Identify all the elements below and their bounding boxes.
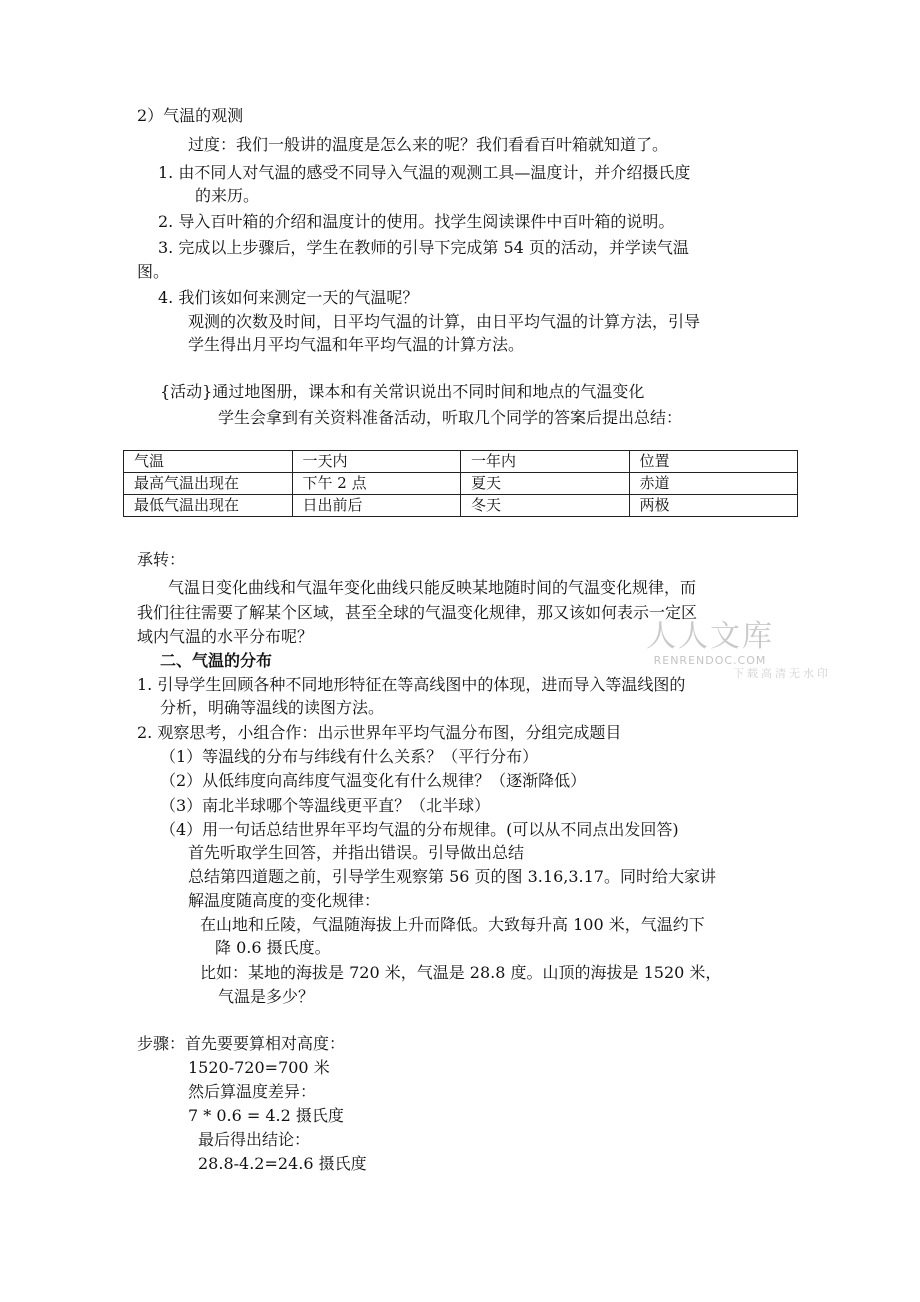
section-heading-observation: 2）气温的观测: [137, 106, 244, 125]
table-row: [124, 473, 798, 495]
table-cell: 夏天: [461, 473, 630, 495]
transition-paragraph-line-2: 我们往往需要了解某个区域，甚至全球的气温变化规律，那又该如何表示一定区: [137, 603, 698, 622]
list-item-3-cont: 图。: [137, 262, 170, 281]
list-item-1: 1. 由不同人对气温的感受不同导入气温的观测工具—温度计，并介绍摄氏度: [158, 163, 691, 182]
transition-heading: 承转：: [137, 550, 186, 569]
example-problem: 比如：某地的海拔是 720 米，气温是 28.8 度。山顶的海拔是 1520 米，: [200, 963, 722, 982]
activity-instruction: 学生会拿到有关资料准备活动，听取几个同学的答案后提出总结：: [218, 408, 683, 427]
table-cell: 最高气温出现在: [124, 473, 293, 495]
step-1-cont: 分析，明确等温线的读图方法。: [160, 698, 385, 717]
table-cell: 赤道: [629, 473, 798, 495]
watermark-title: 人人文库: [646, 619, 774, 654]
altitude-rule-cont: 降 0.6 摄氏度。: [215, 938, 331, 957]
question-1: （1）等温线的分布与纬线有什么关系？（平行分布）: [160, 747, 539, 766]
example-problem-cont: 气温是多少？: [218, 987, 315, 1006]
summary-note-cont: 解温度随高度的变化规律：: [188, 891, 381, 910]
watermark: [645, 620, 775, 668]
list-item-4-detail-cont: 学生得出月平均气温和年平均气温的计算方法。: [188, 335, 525, 354]
question-2: （2）从低纬度向高纬度气温变化有什么规律？（逐渐降低）: [160, 771, 587, 790]
table-cell: 最低气温出现在: [124, 495, 293, 517]
watermark-tagline: 下载高清无水印: [733, 667, 831, 680]
table-header-cell: 气温: [124, 451, 293, 473]
question-4: （4）用一句话总结世界年平均气温的分布规律。(可以从不同点出发回答): [160, 820, 679, 839]
list-item-4: 4. 我们该如何来测定一天的气温呢？: [158, 288, 419, 307]
table-cell: 日出前后: [292, 495, 461, 517]
watermark-url: RENRENDOC.COM: [653, 654, 767, 667]
table-cell: 两极: [629, 495, 798, 517]
summary-instruction: 首先听取学生回答，并指出错误。引导做出总结: [188, 843, 525, 862]
calculation-2: 7 * 0.6 = 4.2 摄氏度: [188, 1106, 344, 1125]
table-row: [124, 495, 798, 517]
summary-note: 总结第四道题之前，引导学生观察第 56 页的图 3.16,3.17。同时给大家讲: [188, 867, 716, 886]
step-2: 2. 观察思考，小组合作：出示世界年平均气温分布图，分组完成题目: [137, 723, 622, 742]
transition-paragraph-line-3: 域内气温的水平分布呢？: [137, 627, 314, 646]
step-1: 1. 引导学生回顾各种不同地形特征在等高线图中的体现，进而导入等温线图的: [137, 675, 686, 694]
activity-line: {活动}通过地图册，课本和有关常识说出不同时间和地点的气温变化: [160, 382, 645, 401]
table-cell: 下午 2 点: [292, 473, 461, 495]
section-heading-distribution: 二、气温的分布: [160, 651, 273, 670]
list-item-3: 3. 完成以上步骤后，学生在教师的引导下完成第 54 页的活动，并学读气温: [158, 238, 689, 257]
calculation-3: 28.8-4.2=24.6 摄氏度: [198, 1154, 367, 1173]
step-label-2: 然后算温度差异：: [188, 1082, 317, 1101]
transition-paragraph-line-1: 气温日变化曲线和气温年变化曲线只能反映某地随时间的气温变化规律，而: [168, 578, 697, 597]
table-header-row: [124, 451, 798, 473]
temperature-table: [123, 450, 798, 517]
step-label-3: 最后得出结论：: [198, 1130, 311, 1149]
calculation-1: 1520-720=700 米: [188, 1058, 330, 1077]
transition-text: 过度：我们一般讲的温度是怎么来的呢？我们看看百叶箱就知道了。: [188, 135, 669, 154]
steps-heading: 步骤：首先要要算相对高度：: [137, 1034, 346, 1053]
table-header-cell: 一天内: [292, 451, 461, 473]
table-header-cell: 位置: [629, 451, 798, 473]
question-3: （3）南北半球哪个等温线更平直？（北半球）: [160, 796, 491, 815]
list-item-1-cont: 的来历。: [195, 186, 260, 205]
table-cell: 冬天: [461, 495, 630, 517]
table-header-cell: 一年内: [461, 451, 630, 473]
list-item-2: 2. 导入百叶箱的介绍和温度计的使用。找学生阅读课件中百叶箱的说明。: [158, 212, 675, 231]
altitude-rule: 在山地和丘陵，气温随海拔上升而降低。大致每升高 100 米，气温约下: [200, 915, 705, 934]
list-item-4-detail: 观测的次数及时间，日平均气温的计算，由日平均气温的计算方法，引导: [188, 312, 701, 331]
